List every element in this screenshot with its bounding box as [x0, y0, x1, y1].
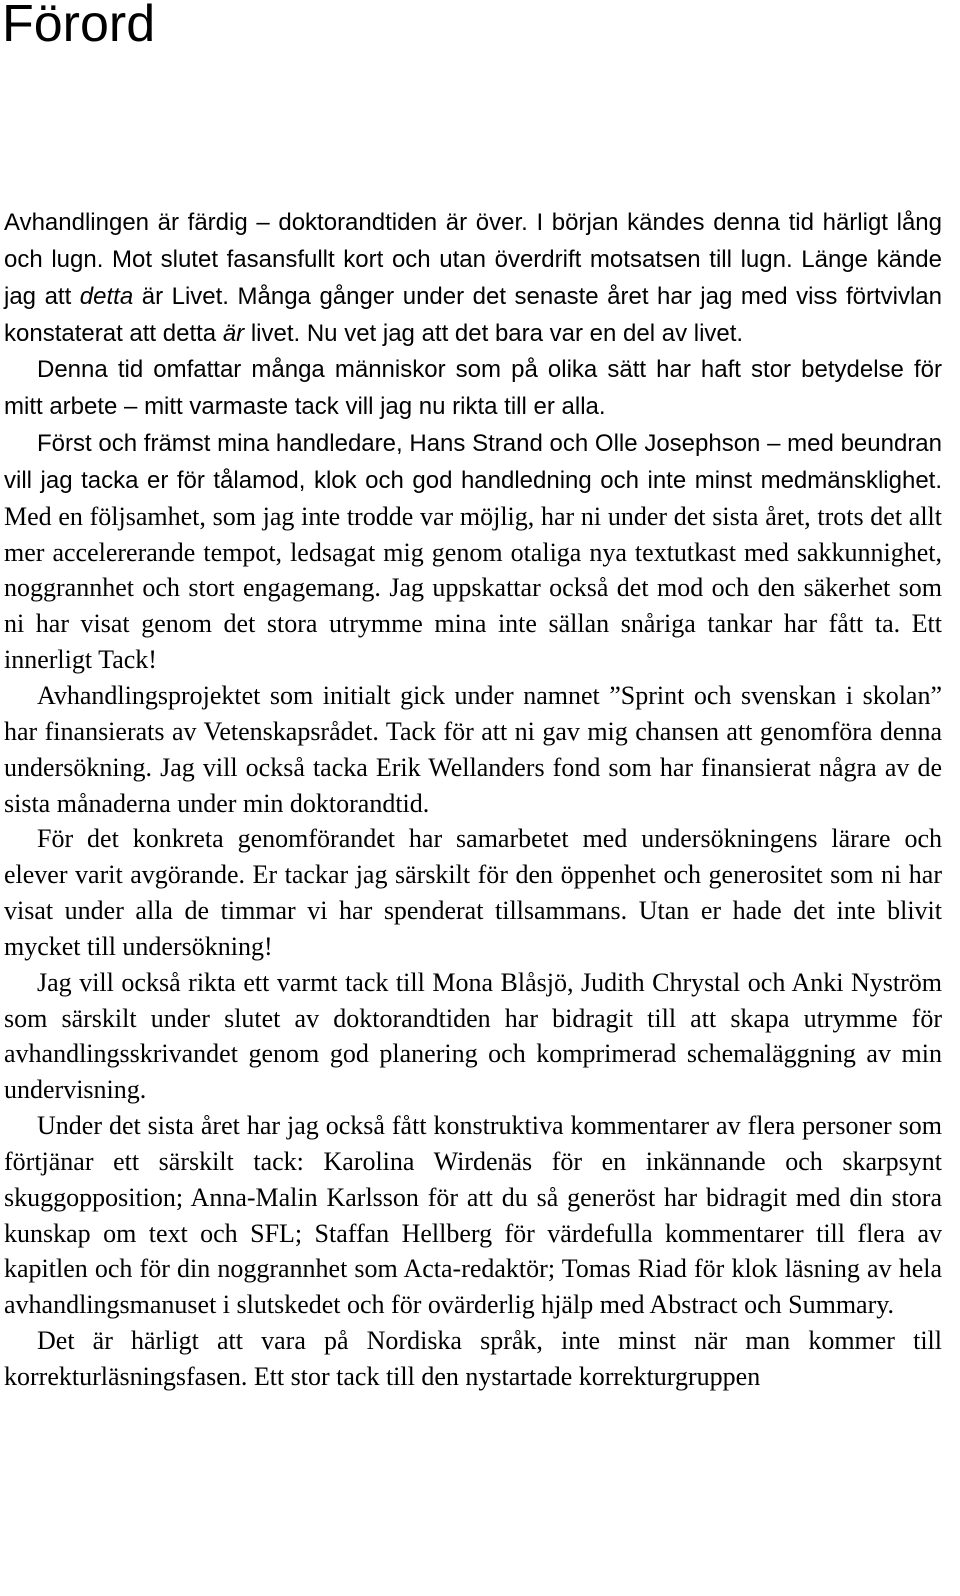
paragraph-text-segment: Denna tid omfattar många människor som på olika sätt har haft stor betydelse för mitt arbete – mitt varmaste tack vill jag nu rikta till er alla. [4, 356, 942, 421]
paragraph-text-segment: är Livet. Många gånger under det senaste året har jag med viss förtvivlan konstaterat att detta [4, 282, 942, 347]
paragraph-text-segment: livet. Nu vet jag att det bara var en del av livet. [244, 319, 744, 347]
paragraph-text-segment: För det konkreta genomförandet har samarbetet med undersökningens lärare och elever varit avgörande. Er tackar jag särskilt för den öppenhet och generositet som ni har visat under alla de timmar vi har spenderat tillsammans. Utan er hade det inte blivit mycket till undersökning! [4, 824, 942, 961]
paragraph-text-segment: Jag vill också rikta ett varmt tack till Mona Blåsjö, Judith Chrystal och Anki Nyström som särskilt under slutet av doktorandtiden har bidragit till att skapa utrymme för avhandlingsskrivandet genom god planering och komprimerad schemaläggning av min undervisning. [4, 967, 942, 1105]
paragraph-text-segment: Under det sista året har jag också fått konstruktiva kommentarer av flera personer som förtjänar ett särskilt tack: Karolina Wirdenäs för en inkännande och skarpsynt skuggopposition; Anna-Malin Karlsson för att du så generöst har bidragit med din stora kunskap om text och SFL; Staffan Hellberg för värdefulla kommentarer till flera av kapitlen och för din noggrannhet som Acta-redaktör; Tomas Riad för klok läsning av hela avhandlingsmanuset i slutskedet och för ovärderlig hjälp med Abstract och Summary. [4, 1111, 942, 1320]
page-title: Förord [2, 0, 156, 53]
paragraph-text-segment: Avhandlingsprojektet som initialt gick under namnet ”Sprint och svenskan i skolan” har finansierats av Vetenskapsrådet. Tack för att ni gav mig chansen att genomföra denna undersökning. Jag vill också tacka Erik Wellanders fond som har finansierat några av de sista månaderna under min doktorandtid. [4, 680, 942, 818]
paragraph-8 [4, 1323, 942, 1395]
paragraph-text-segment: Med en följsamhet, som jag inte trodde var möjlig, har ni under det sista året, trots det allt mer accelererande tempot, ledsagat mig genom otaliga nya textutkast med sakkunnighet, noggrannhet och stort engagemang. Jag uppskattar också det mod och den säkerhet som ni har visat genom det stora utrymme mina inte sällan snåriga tankar har fått ta. Ett innerligt Tack! [4, 501, 942, 675]
paragraph-text-segment: Avhandlingen är färdig – doktorandtiden är över. I början kändes denna tid härligt lång och lugn. Mot slutet fasansfullt kort och utan överdrift motsatsen till lugn. Länge kände jag att [4, 209, 942, 310]
paragraph-text-segment: Det är härligt att vara på Nordiska språk, inte minst när man kommer till korrekturläsningsfasen. Ett stor tack till den nystartade korrekturgruppen [4, 1326, 942, 1391]
paragraph-4 [4, 678, 942, 821]
paragraph-6 [4, 965, 942, 1108]
paragraph-text-segment: detta [79, 282, 134, 310]
paragraph-text-segment: Först och främst mina handledare, Hans Strand och Olle Josephson – med beundran vill jag tacka er för tålamod, klok och god handledning och inte minst medmänsklighet. [4, 430, 942, 494]
document-body [4, 204, 942, 1395]
paragraph-7 [4, 1108, 942, 1323]
paragraph-3 [4, 425, 942, 678]
paragraph-1 [4, 204, 942, 351]
paragraph-2 [4, 351, 942, 425]
paragraph-text-segment: är [222, 319, 245, 347]
paragraph-5 [4, 821, 942, 964]
